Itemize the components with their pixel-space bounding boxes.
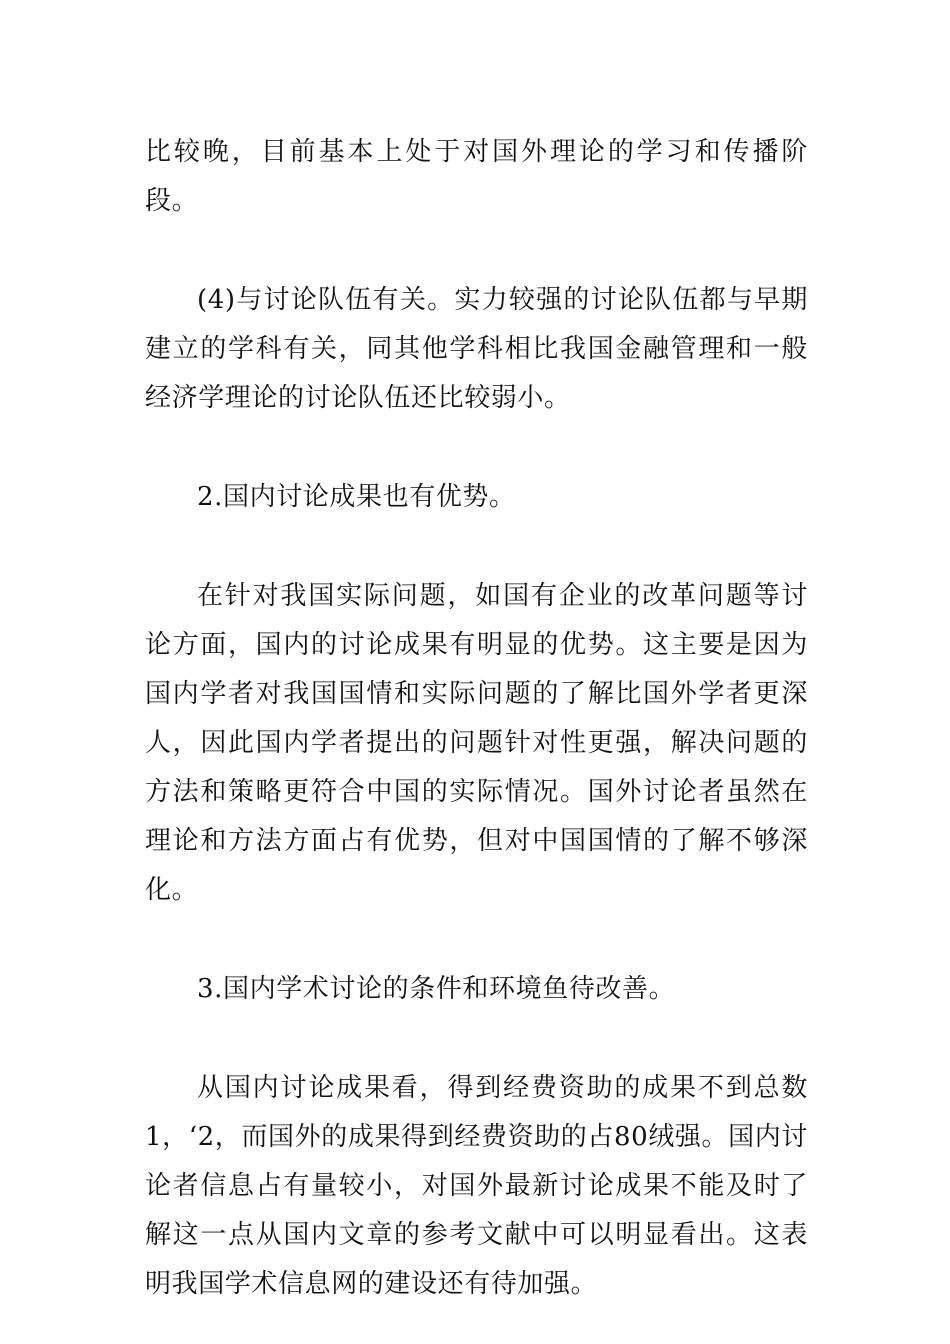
paragraph-continuation: 比较晚，目前基本上处于对国外理论的学习和传播阶段。 — [145, 137, 808, 216]
paragraph-point-4: (4)与讨论队伍有关。实力较强的讨论队伍都与早期建立的学科有关，同其他学科相比我国金融管理和一般经济学理论的讨论队伍还比较弱小。 — [145, 285, 808, 413]
heading-section-2: 2.国内讨论成果也有优势。 — [197, 482, 516, 512]
paragraph-domestic-advantage: 在针对我国实际问题，如国有企业的改革问题等讨论方面，国内的讨论成果有明显的优势。这主要是因为国内学者对我国国情和实际问题的了解比国外学者更深人，因此国内学者提出的问题针对性更强，解决问题的方法和策略更符合中国的实际情况。国外讨论者虽然在理论和方法方面占有优势，但对中国国情的了解不够深化。 — [145, 581, 808, 905]
paragraph-research-conditions: 从国内讨论成果看，得到经费资助的成果不到总数1，‘2，而国外的成果得到经费资助的占80绒强。国内讨论者信息占有量较小，对国外最新讨论成果不能及时了解这一点从国内文章的参考文献中可以明显看出。这表明我国学术信息网的建设还有待加强。 — [145, 1073, 808, 1299]
heading-section-3: 3.国内学术讨论的条件和环境鱼待改善。 — [197, 974, 676, 1004]
